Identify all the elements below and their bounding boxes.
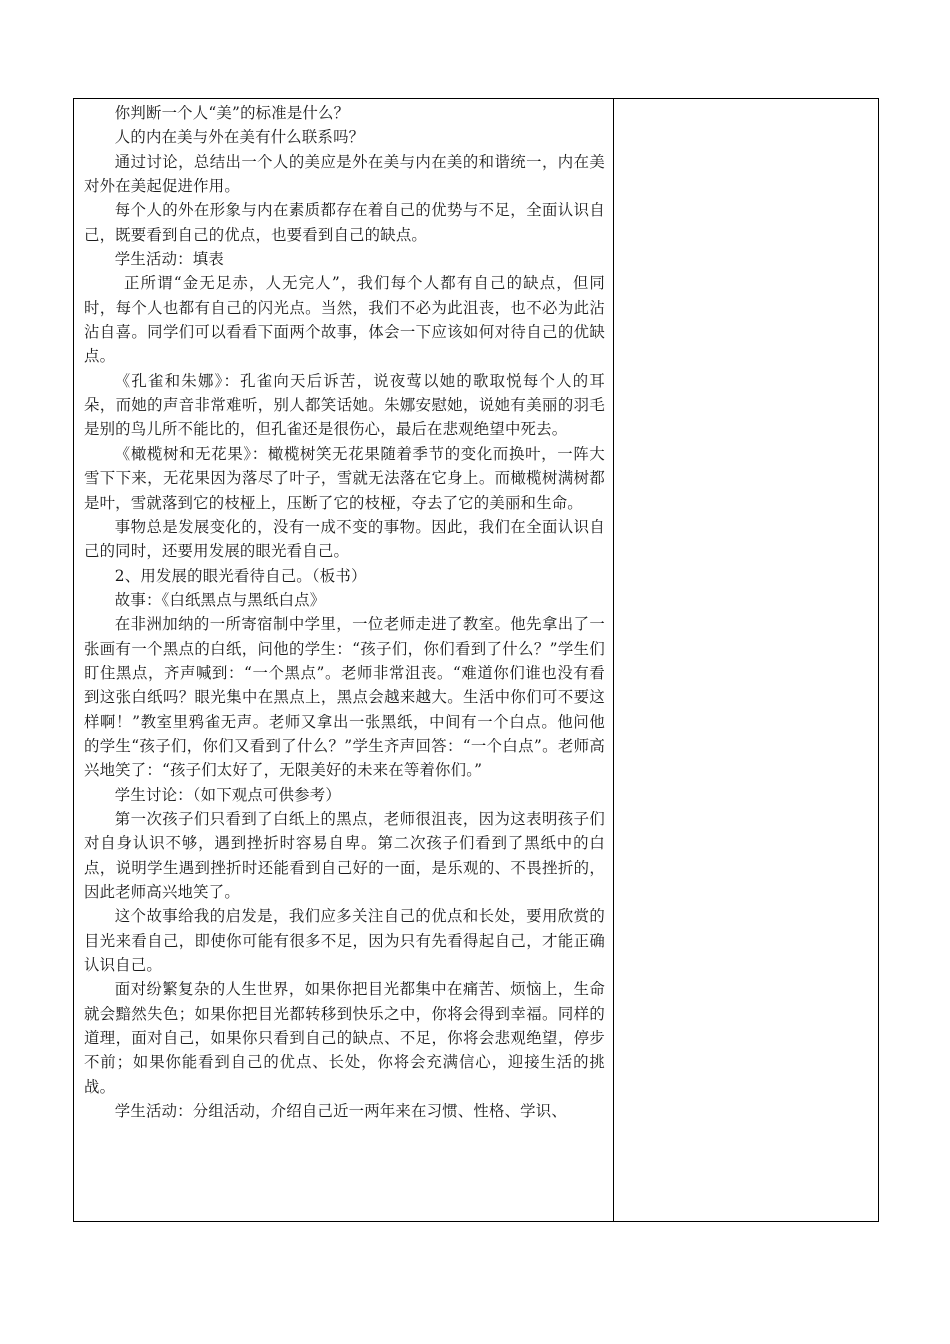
- paragraph: 正所谓“金无足赤，人无完人”，我们每个人都有自己的缺点，但同时，每个人也都有自己的闪光点。当然，我们不必为此沮丧，也不必为此沾沾自喜。同学们可以看看下面两个故事，体会一下应该如何对待自己的优缺点。: [84, 274, 605, 366]
- lesson-plan-table: [73, 98, 879, 1222]
- paragraph: 每个人的外在形象与内在素质都存在着自己的优势与不足，全面认识自己，既要看到自己的优点，也要看到自己的缺点。: [84, 201, 605, 244]
- paragraph: 《孔雀和朱娜》：孔雀向天后诉苦，说夜莺以她的歌取悦每个人的耳朵，而她的声音非常难听，别人都笑话她。朱娜安慰她，说她有美丽的羽毛是别的鸟儿所不能比的，但孔雀还是很伤心，最后在悲观绝望中死去。: [84, 371, 605, 439]
- paragraph: 你判断一个人“美”的标准是什么？: [114, 104, 350, 122]
- paragraph: 学生活动：填表: [114, 250, 224, 269]
- paragraph: 《橄榄树和无花果》：橄榄树笑无花果随着季节的变化而换叶，一阵大雪下下来，无花果因为落尽了叶子，雪就无法落在它身上。而橄榄树满树都是叶，雪就落到它的枝桠上，压断了它的枝桠，夺去了它的美丽和生命。: [84, 444, 605, 512]
- paragraph: 在非洲加纳的一所寄宿制中学里，一位老师走进了教室。他先拿出了一张画有一个黑点的白纸，问他的学生：“孩子们，你们看到了什么？”学生们盯住黑点，齐声喊到：“一个黑点”。老师非常沮丧。“难道你们谁也没有看到这张白纸吗？眼光集中在黑点上，黑点会越来越大。生活中你们可不要这样啊！”教室里鸦雀无声。老师又拿出一张黑纸，中间有一个白点。他问他的学生“孩子们，你们又看到了什么？”学生齐声回答：“一个白点”。老师高兴地笑了：“孩子们太好了，无限美好的未来在等着你们。”: [84, 615, 605, 780]
- paragraph: 第一次孩子们只看到了白纸上的黑点，老师很沮丧，因为这表明孩子们对自身认识不够，遇到挫折时容易自卑。第二次孩子们看到了黑纸中的白点，说明学生遇到挫折时还能看到自己好的一面，是乐观的、不畏挫折的，因此老师高兴地笑了。: [84, 809, 605, 901]
- paragraph: 故事：《白纸黑点与黑纸白点》: [114, 590, 326, 609]
- paragraph: 通过讨论，总结出一个人的美应是外在美与内在美的和谐统一，内在美对外在美起促进作用。: [84, 152, 605, 196]
- paragraph: 这个故事给我的启发是，我们应多关注自己的优点和长处，要用欣赏的目光来看自己，即使你可能有很多不足，因为只有先看得起自己，才能正确认识自己。: [84, 907, 605, 975]
- paragraph: 2、用发展的眼光看待自己。（板书）: [114, 566, 367, 585]
- paragraph: 学生讨论：（如下观点可供参考）: [114, 785, 341, 804]
- paragraph: 事物总是发展变化的，没有一成不变的事物。因此，我们在全面认识自己的同时，还要用发展的眼光看自己。: [84, 517, 605, 561]
- content-cell: [74, 99, 614, 1221]
- paragraph: 人的内在美与外在美有什么联系吗？: [114, 128, 365, 147]
- paragraph: 面对纷繁复杂的人生世界，如果你把目光都集中在痛苦、烦恼上，生命就会黯然失色；如果你把目光都转移到快乐之中，你将会得到幸福。同样的道理，面对自己，如果你只看到自己的缺点、不足，你将会悲观绝望，停步不前；如果你能看到自己的优点、长处，你将会充满信心，迎接生活的挑战。: [84, 980, 605, 1096]
- notes-cell: [614, 99, 878, 1221]
- paragraph: 学生活动：分组活动，介绍自己近一两年来在习惯、性格、学识、: [114, 1102, 567, 1121]
